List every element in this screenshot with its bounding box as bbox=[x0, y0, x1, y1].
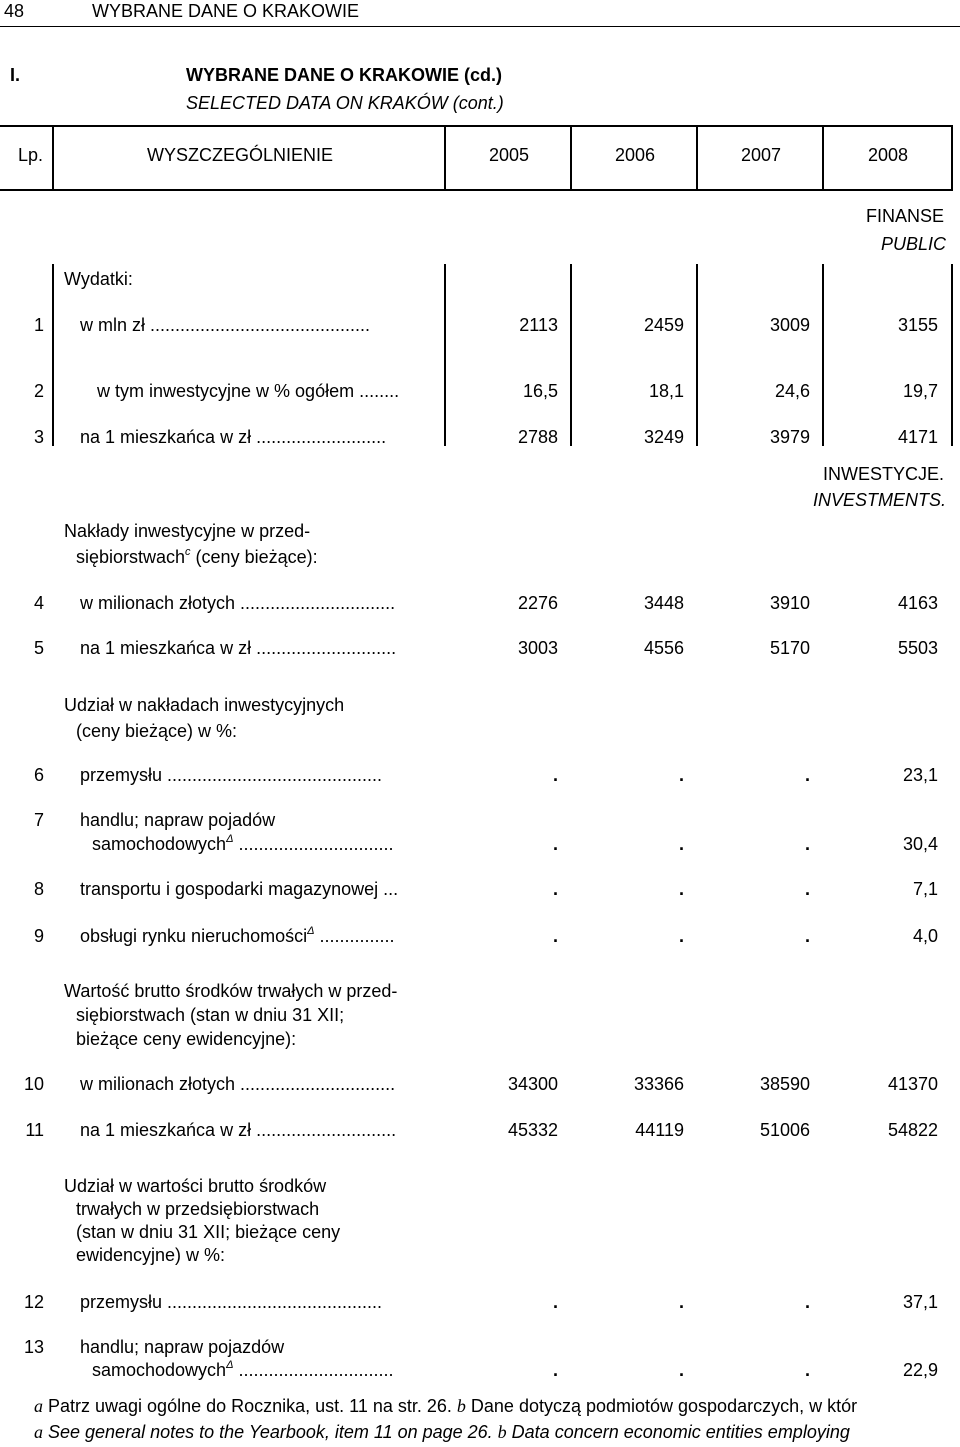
cell-value: 3448 bbox=[643, 593, 684, 613]
column-separator bbox=[52, 264, 54, 446]
cell-value: 30,4 bbox=[902, 834, 938, 854]
cell-value: . bbox=[804, 926, 810, 946]
cell-value: . bbox=[678, 834, 684, 854]
cell-value: 37,1 bbox=[902, 1292, 938, 1312]
column-separator bbox=[444, 264, 446, 446]
cell-value: 2113 bbox=[519, 315, 558, 335]
row-label: na 1 mieszkańca w zł .......................... bbox=[80, 427, 387, 447]
group-naklady-line1: Nakłady inwestycyjne w przed- bbox=[64, 521, 311, 541]
group-wartosc-line3: bieżące ceny ewidencyjne): bbox=[76, 1029, 297, 1049]
cell-value: . bbox=[552, 834, 558, 854]
cell-value: . bbox=[552, 1292, 558, 1312]
cell-value: 5170 bbox=[769, 638, 810, 658]
row-label: na 1 mieszkańca w zł ............................ bbox=[80, 1120, 397, 1140]
section-number: I. bbox=[10, 65, 21, 85]
cell-value: . bbox=[678, 1360, 684, 1380]
section-inwestycje-pl: INWESTYCJE. bbox=[822, 464, 944, 484]
page-number: 48 bbox=[4, 1, 25, 21]
row-label: handlu; napraw pojadów bbox=[80, 810, 276, 830]
cell-value: . bbox=[552, 765, 558, 785]
cell-value: 22,9 bbox=[902, 1360, 938, 1380]
section-finanse-en: PUBLIC bbox=[880, 234, 946, 254]
cell-value: 3910 bbox=[769, 593, 810, 613]
row-lp: 4 bbox=[33, 593, 44, 613]
header-separator bbox=[444, 125, 446, 189]
group-udzial-wartosc-line1: Udział w wartości brutto środków bbox=[64, 1176, 327, 1196]
column-separator bbox=[822, 264, 824, 446]
footnote-pl: a Patrz uwagi ogólne do Rocznika, ust. 11 na str. 26. b Dane dotyczą podmiotów gospodarczych, w któr bbox=[34, 1396, 858, 1416]
col-header-2007: 2007 bbox=[740, 145, 782, 165]
section-inwestycje-en: INVESTMENTS. bbox=[812, 490, 946, 510]
column-separator bbox=[570, 264, 572, 446]
col-header-2005: 2005 bbox=[488, 145, 530, 165]
cell-value: 54822 bbox=[887, 1120, 938, 1140]
cell-value: 3249 bbox=[643, 427, 684, 447]
cell-value: 45332 bbox=[507, 1120, 558, 1140]
group-udzial-naklady-line2: (ceny bieżące) w %: bbox=[76, 721, 238, 741]
group-wydatki: Wydatki: bbox=[64, 269, 133, 289]
row-label: w milionach złotych ............................... bbox=[80, 1074, 396, 1094]
row-label-cont: samochodowych$^\Delta$ ............................... bbox=[92, 1359, 394, 1380]
table-header-rule bbox=[0, 189, 953, 191]
row-lp: 13 bbox=[23, 1337, 44, 1357]
row-lp: 10 bbox=[23, 1074, 44, 1094]
row-lp: 8 bbox=[33, 879, 44, 899]
row-label: w mln zł ............................................ bbox=[80, 315, 371, 335]
cell-value: 16,5 bbox=[522, 381, 558, 401]
header-separator bbox=[951, 125, 953, 189]
cell-value: 4163 bbox=[897, 593, 938, 613]
cell-value: . bbox=[552, 926, 558, 946]
group-udzial-wartosc-line2: trwałych w przedsiębiorstwach bbox=[76, 1199, 320, 1219]
cell-value: 44119 bbox=[635, 1120, 684, 1140]
group-udzial-wartosc-line3: (stan w dniu 31 XII; bieżące ceny bbox=[76, 1222, 341, 1242]
cell-value: 4556 bbox=[643, 638, 684, 658]
cell-value: . bbox=[804, 1360, 810, 1380]
cell-value: 5503 bbox=[897, 638, 938, 658]
footnote-en: a See general notes to the Yearbook, item 11 on page 26. b Data concern economic entities employing bbox=[34, 1422, 850, 1442]
cell-value: 51006 bbox=[759, 1120, 810, 1140]
cell-value: . bbox=[552, 879, 558, 899]
cell-value: 2459 bbox=[643, 315, 684, 335]
row-label: w tym inwestycyjne w % ogółem ........ bbox=[97, 381, 400, 401]
cell-value: 4171 bbox=[897, 427, 938, 447]
column-separator bbox=[696, 264, 698, 446]
row-label: handlu; napraw pojazdów bbox=[80, 1337, 285, 1357]
row-lp: 7 bbox=[33, 810, 44, 830]
cell-value: 41370 bbox=[887, 1074, 938, 1094]
cell-value: 3003 bbox=[517, 638, 558, 658]
row-lp: 12 bbox=[23, 1292, 44, 1312]
header-separator bbox=[696, 125, 698, 189]
column-separator bbox=[951, 264, 953, 446]
cell-value: 2276 bbox=[517, 593, 558, 613]
section-finanse-pl: FINANSE bbox=[865, 206, 944, 226]
cell-value: 33366 bbox=[633, 1074, 684, 1094]
cell-value: 18,1 bbox=[648, 381, 684, 401]
group-udzial-naklady-line1: Udział w nakładach inwestycyjnych bbox=[64, 695, 345, 715]
cell-value: 3155 bbox=[897, 315, 938, 335]
group-udzial-wartosc-line4: ewidencyjne) w %: bbox=[76, 1245, 226, 1265]
row-label: obsługi rynku nieruchomości$^\Delta$ ............... bbox=[80, 925, 395, 946]
table-top-rule bbox=[0, 125, 953, 127]
header-separator bbox=[570, 125, 572, 189]
row-lp: 3 bbox=[33, 427, 44, 447]
row-lp: 9 bbox=[33, 926, 44, 946]
cell-value: 2788 bbox=[517, 427, 558, 447]
row-label: transportu i gospodarki magazynowej ... bbox=[80, 879, 399, 899]
cell-value: 34300 bbox=[507, 1074, 558, 1094]
col-header-2008: 2008 bbox=[867, 145, 909, 165]
group-wartosc-line1: Wartość brutto środków trwałych w przed- bbox=[64, 981, 398, 1001]
cell-value: . bbox=[804, 765, 810, 785]
group-wartosc-line2: siębiorstwach (stan w dniu 31 XII; bbox=[76, 1005, 345, 1025]
cell-value: . bbox=[678, 879, 684, 899]
row-lp: 2 bbox=[33, 381, 44, 401]
col-header-item: WYSZCZEGÓLNIENIE bbox=[147, 145, 334, 165]
row-label-cont: samochodowych$^\Delta$ ............................... bbox=[92, 833, 394, 854]
header-separator bbox=[822, 125, 824, 189]
cell-value: . bbox=[678, 1292, 684, 1312]
group-naklady-line2: siębiorstwach$^c$ (ceny bieżące): bbox=[76, 546, 318, 567]
cell-value: 23,1 bbox=[902, 765, 938, 785]
cell-value: 19,7 bbox=[902, 381, 938, 401]
col-header-lp: Lp. bbox=[18, 145, 44, 165]
row-label: przemysłu ........................................... bbox=[80, 1292, 383, 1312]
row-lp: 11 bbox=[25, 1120, 44, 1140]
row-lp: 5 bbox=[33, 638, 44, 658]
cell-value: 4,0 bbox=[912, 926, 938, 946]
col-header-2006: 2006 bbox=[614, 145, 656, 165]
row-lp: 1 bbox=[33, 315, 44, 335]
row-label: przemysłu ........................................... bbox=[80, 765, 383, 785]
cell-value: . bbox=[804, 1292, 810, 1312]
section-title-pl: WYBRANE DANE O KRAKOWIE (cd.) bbox=[186, 65, 502, 85]
row-lp: 6 bbox=[33, 765, 44, 785]
cell-value: . bbox=[678, 765, 684, 785]
header-separator bbox=[52, 125, 54, 189]
cell-value: 3979 bbox=[769, 427, 810, 447]
section-title-en: SELECTED DATA ON KRAKÓW (cont.) bbox=[186, 93, 504, 113]
cell-value: 7,1 bbox=[912, 879, 938, 899]
running-title: WYBRANE DANE O KRAKOWIE bbox=[92, 1, 360, 21]
cell-value: 38590 bbox=[759, 1074, 810, 1094]
cell-value: . bbox=[804, 834, 810, 854]
row-label: w milionach złotych ............................... bbox=[80, 593, 396, 613]
cell-value: . bbox=[552, 1360, 558, 1380]
cell-value: . bbox=[678, 926, 684, 946]
cell-value: 3009 bbox=[769, 315, 810, 335]
header-rule bbox=[0, 26, 960, 27]
cell-value: 24,6 bbox=[774, 381, 810, 401]
row-label: na 1 mieszkańca w zł ............................ bbox=[80, 638, 397, 658]
cell-value: . bbox=[804, 879, 810, 899]
